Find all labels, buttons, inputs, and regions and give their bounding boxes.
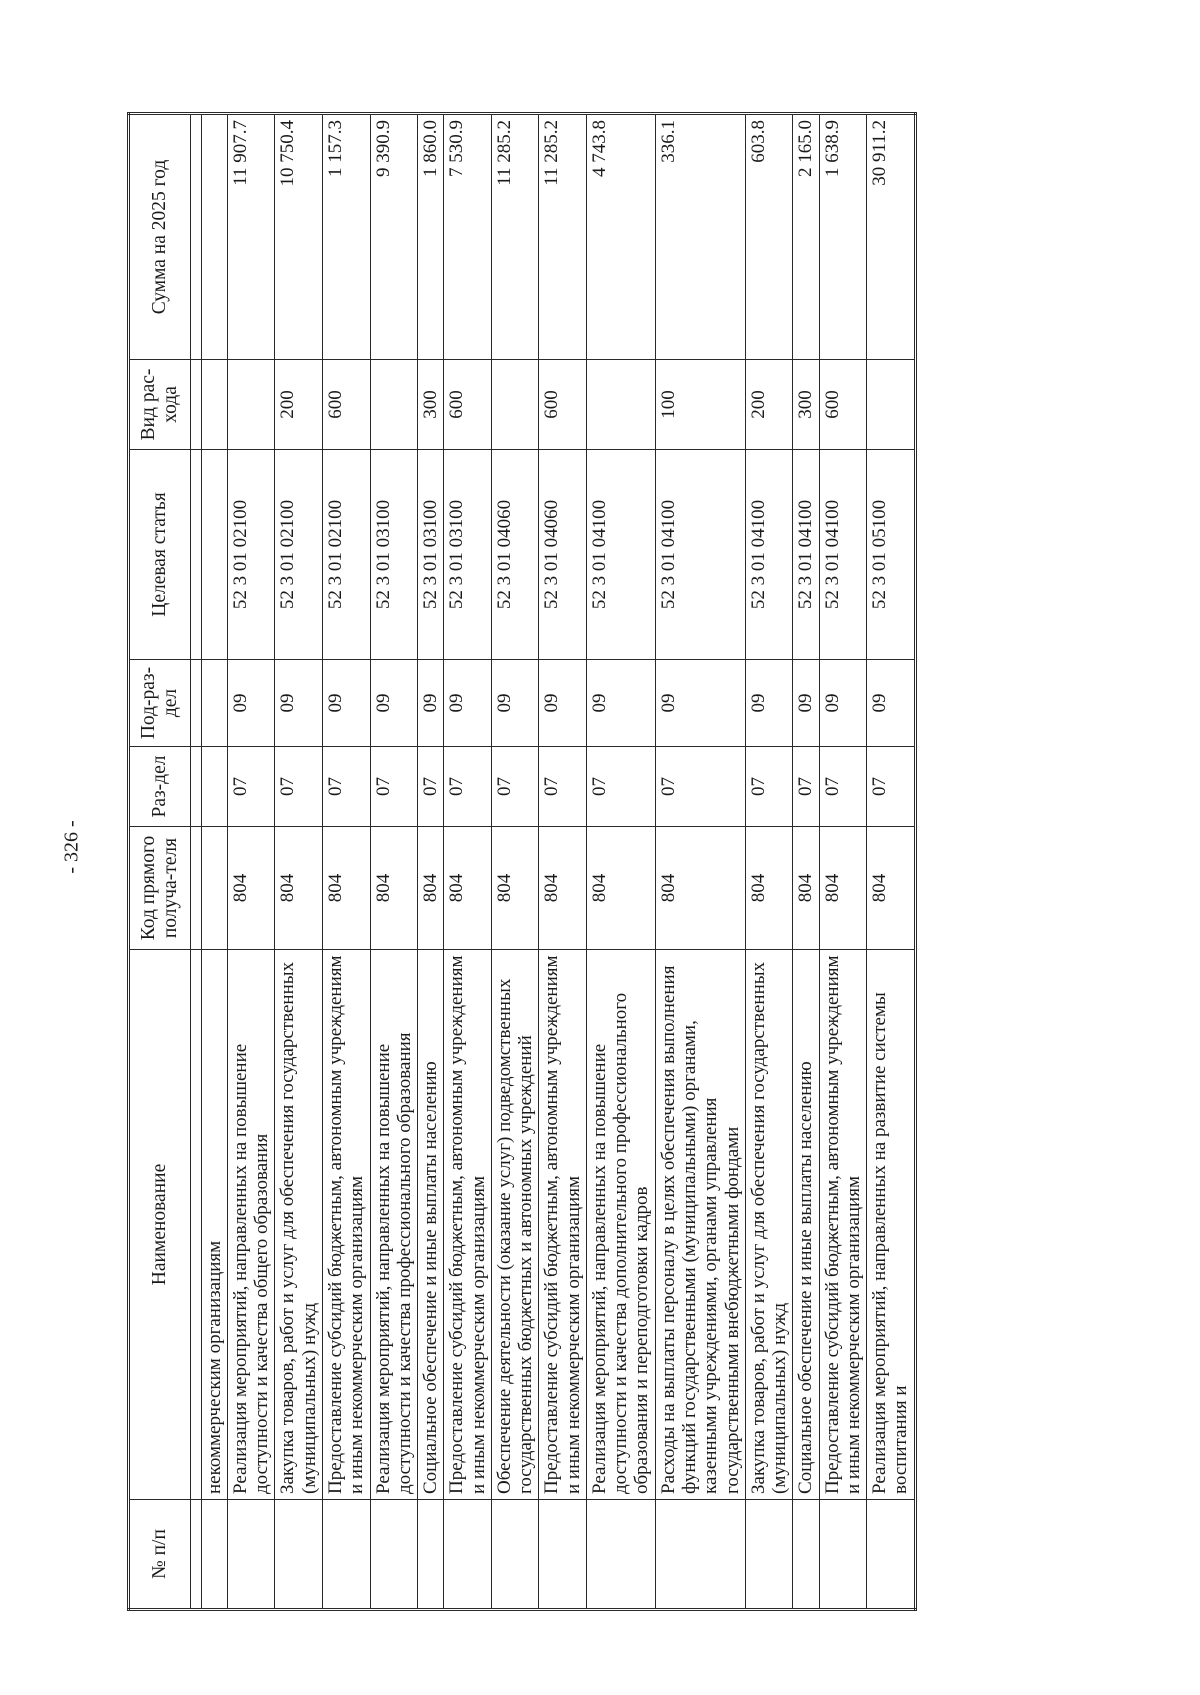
cell-name: некоммерческим организациям <box>201 950 227 1500</box>
cell-subsection: 09 <box>491 660 539 747</box>
cell-amount: 336.1 <box>655 114 745 360</box>
cell-expense-type <box>201 360 227 450</box>
cell-section: 07 <box>444 747 492 827</box>
cell-subsection: 09 <box>793 660 819 747</box>
header-recipient-code: Код прямого получа-теля <box>129 827 191 950</box>
cell-expense-type <box>867 360 916 450</box>
header-num: № п/п <box>129 1500 191 1610</box>
cell-target-article: 52 3 01 04100 <box>655 450 745 660</box>
cell-name: Предоставление субсидий бюджетным, автономным учреждениям и иным некоммерческим организациям <box>322 950 370 1500</box>
cell-section: 07 <box>586 747 655 827</box>
cell-name: Реализация мероприятий, направленных на повышение доступности и качества профессионального образования <box>370 950 418 1500</box>
table-header-row <box>129 114 191 1610</box>
header-spacer-row <box>190 114 201 1610</box>
cell-expense-type: 600 <box>322 360 370 450</box>
header-section: Раз-дел <box>129 747 191 827</box>
cell-recipient-code: 804 <box>444 827 492 950</box>
cell-recipient-code: 804 <box>793 827 819 950</box>
cell-num <box>370 1500 418 1610</box>
cell-recipient-code: 804 <box>322 827 370 950</box>
cell-recipient-code <box>201 827 227 950</box>
cell-amount: 11 285.2 <box>491 114 539 360</box>
cell-recipient-code: 804 <box>655 827 745 950</box>
cell-num <box>227 1500 275 1610</box>
cell-recipient-code: 804 <box>491 827 539 950</box>
cell-amount: 11 285.2 <box>539 114 587 360</box>
cell-expense-type <box>491 360 539 450</box>
table-row <box>819 114 867 1610</box>
cell-subsection: 09 <box>322 660 370 747</box>
cell-expense-type <box>227 360 275 450</box>
cell-amount: 2 165.0 <box>793 114 819 360</box>
table-row <box>444 114 492 1610</box>
cell-subsection: 09 <box>418 660 444 747</box>
cell-recipient-code: 804 <box>819 827 867 950</box>
table-row <box>586 114 655 1610</box>
cell-section: 07 <box>491 747 539 827</box>
cell-expense-type <box>370 360 418 450</box>
cell-section: 07 <box>745 747 793 827</box>
cell-name: Социальное обеспечение и иные выплаты населению <box>793 950 819 1500</box>
page-number: - 326 - <box>60 820 83 874</box>
cell-amount: 11 907.7 <box>227 114 275 360</box>
cell-target-article <box>201 450 227 660</box>
cell-name: Реализация мероприятий, направленных на повышение доступности и качества общего образования <box>227 950 275 1500</box>
cell-section <box>201 747 227 827</box>
cell-subsection: 09 <box>819 660 867 747</box>
cell-target-article: 52 3 01 03100 <box>444 450 492 660</box>
table-row <box>275 114 323 1610</box>
cell-recipient-code: 804 <box>745 827 793 950</box>
cell-section: 07 <box>418 747 444 827</box>
cell-target-article: 52 3 01 04060 <box>539 450 587 660</box>
cell-amount: 603.8 <box>745 114 793 360</box>
cell-name: Расходы на выплаты персоналу в целях обеспечения выполнения функций государственными (муниципальными) органами, казенными учреждениями, органами управления государственными внебюджетными фондами <box>655 950 745 1500</box>
cell-name: Обеспечение деятельности (оказание услуг) подведомственных государственных бюджетных и автономных учреждений <box>491 950 539 1500</box>
cell-subsection: 09 <box>275 660 323 747</box>
cell-section: 07 <box>819 747 867 827</box>
cell-name: Реализация мероприятий, направленных на развитие системы воспитания и <box>867 950 916 1500</box>
cell-num <box>793 1500 819 1610</box>
cell-section: 07 <box>322 747 370 827</box>
header-subsection: Под-раз-дел <box>129 660 191 747</box>
cell-num <box>655 1500 745 1610</box>
cell-amount <box>201 114 227 360</box>
cell-name: Закупка товаров, работ и услуг для обеспечения государственных (муниципальных) нужд <box>745 950 793 1500</box>
cell-amount: 10 750.4 <box>275 114 323 360</box>
cell-recipient-code: 804 <box>227 827 275 950</box>
table-row <box>539 114 587 1610</box>
cell-target-article: 52 3 01 03100 <box>370 450 418 660</box>
cell-recipient-code: 804 <box>275 827 323 950</box>
cell-amount: 7 530.9 <box>444 114 492 360</box>
table-row <box>418 114 444 1610</box>
cell-num <box>418 1500 444 1610</box>
cell-target-article: 52 3 01 03100 <box>418 450 444 660</box>
cell-expense-type: 600 <box>819 360 867 450</box>
table-body <box>190 114 915 1610</box>
cell-num <box>819 1500 867 1610</box>
cell-target-article: 52 3 01 04100 <box>819 450 867 660</box>
cell-recipient-code: 804 <box>370 827 418 950</box>
cell-subsection: 09 <box>539 660 587 747</box>
cell-recipient-code: 804 <box>418 827 444 950</box>
cell-target-article: 52 3 01 04100 <box>586 450 655 660</box>
cell-target-article: 52 3 01 04100 <box>793 450 819 660</box>
header-expense-type: Вид рас-хода <box>129 360 191 450</box>
cell-section: 07 <box>275 747 323 827</box>
cell-expense-type: 300 <box>418 360 444 450</box>
cell-expense-type: 600 <box>539 360 587 450</box>
table-row <box>745 114 793 1610</box>
cell-section: 07 <box>370 747 418 827</box>
cell-subsection: 09 <box>370 660 418 747</box>
cell-amount: 30 911.2 <box>867 114 916 360</box>
cell-target-article: 52 3 01 02100 <box>275 450 323 660</box>
budget-table <box>127 112 917 1611</box>
cell-num <box>444 1500 492 1610</box>
cell-section: 07 <box>227 747 275 827</box>
cell-target-article: 52 3 01 04100 <box>745 450 793 660</box>
cell-section: 07 <box>655 747 745 827</box>
cell-subsection: 09 <box>745 660 793 747</box>
cell-expense-type: 300 <box>793 360 819 450</box>
cell-name: Социальное обеспечение и иные выплаты населению <box>418 950 444 1500</box>
table-row <box>867 114 916 1610</box>
table-row <box>227 114 275 1610</box>
cell-section: 07 <box>539 747 587 827</box>
header-amount: Сумма на 2025 год <box>129 114 191 360</box>
cell-name: Предоставление субсидий бюджетным, автономным учреждениям и иным некоммерческим организациям <box>819 950 867 1500</box>
cell-amount: 9 390.9 <box>370 114 418 360</box>
table-row <box>491 114 539 1610</box>
cell-name: Закупка товаров, работ и услуг для обеспечения государственных (муниципальных) нужд <box>275 950 323 1500</box>
cell-num <box>539 1500 587 1610</box>
cell-amount: 1 157.3 <box>322 114 370 360</box>
cell-subsection: 09 <box>655 660 745 747</box>
header-name: Наименование <box>129 950 191 1500</box>
cell-expense-type: 600 <box>444 360 492 450</box>
cell-expense-type: 200 <box>275 360 323 450</box>
table-row <box>793 114 819 1610</box>
cell-subsection: 09 <box>867 660 916 747</box>
budget-table-container <box>127 115 917 1611</box>
cell-recipient-code: 804 <box>867 827 916 950</box>
cell-expense-type <box>586 360 655 450</box>
cell-name: Предоставление субсидий бюджетным, автономным учреждениям и иным некоммерческим организациям <box>539 950 587 1500</box>
cell-amount: 1 860.0 <box>418 114 444 360</box>
header-target-article: Целевая статья <box>129 450 191 660</box>
cell-amount: 1 638.9 <box>819 114 867 360</box>
cell-subsection <box>201 660 227 747</box>
cell-target-article: 52 3 01 05100 <box>867 450 916 660</box>
cell-section: 07 <box>793 747 819 827</box>
cell-subsection: 09 <box>444 660 492 747</box>
cell-num <box>586 1500 655 1610</box>
table-row <box>370 114 418 1610</box>
cell-num <box>491 1500 539 1610</box>
cell-recipient-code: 804 <box>539 827 587 950</box>
cell-recipient-code: 804 <box>586 827 655 950</box>
cell-num <box>867 1500 916 1610</box>
cell-target-article: 52 3 01 02100 <box>227 450 275 660</box>
cell-name: Реализация мероприятий, направленных на повышение доступности и качества дополнительного профессионального образования и переподготовки кадров <box>586 950 655 1500</box>
cell-subsection: 09 <box>227 660 275 747</box>
cell-target-article: 52 3 01 04060 <box>491 450 539 660</box>
cell-num <box>745 1500 793 1610</box>
cell-num <box>275 1500 323 1610</box>
cell-num <box>322 1500 370 1610</box>
table-row <box>201 114 227 1610</box>
cell-expense-type: 200 <box>745 360 793 450</box>
cell-name: Предоставление субсидий бюджетным, автономным учреждениям и иным некоммерческим организациям <box>444 950 492 1500</box>
cell-num <box>201 1500 227 1610</box>
cell-subsection: 09 <box>586 660 655 747</box>
cell-target-article: 52 3 01 02100 <box>322 450 370 660</box>
cell-amount: 4 743.8 <box>586 114 655 360</box>
table-row <box>322 114 370 1610</box>
table-row <box>655 114 745 1610</box>
cell-section: 07 <box>867 747 916 827</box>
cell-expense-type: 100 <box>655 360 745 450</box>
